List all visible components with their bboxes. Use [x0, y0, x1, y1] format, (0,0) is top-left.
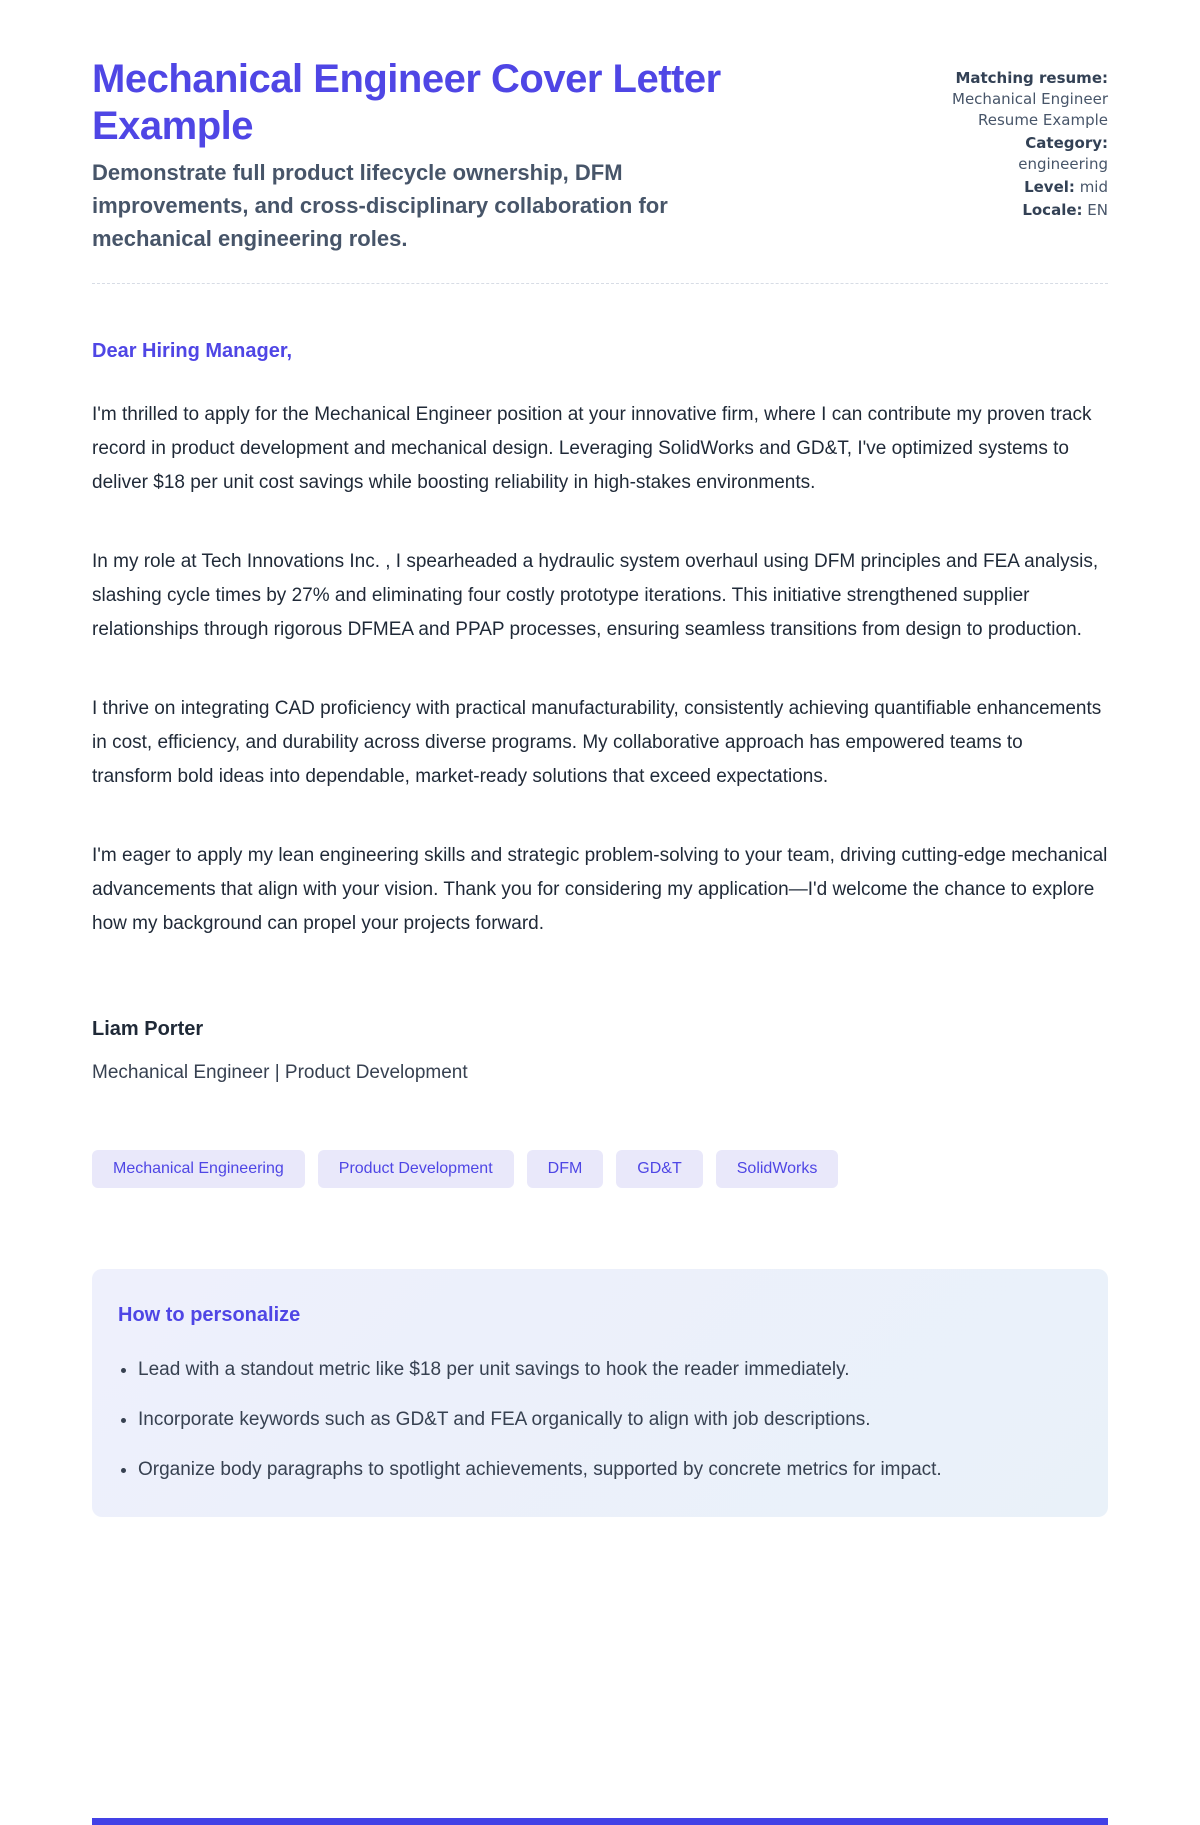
- letter-paragraph: In my role at Tech Innovations Inc. , I spearheaded a hydraulic system overhaul using DFM principles and FEA analysis, slashing cycle times by 27% and eliminating four costly prototype iterations. This initiative strengthened supplier relationships through rigorous DFMEA and PPAP processes, ensuring seamless transitions from design to production.: [92, 551, 1099, 640]
- meta-locale-value: EN: [1087, 201, 1108, 219]
- personalize-bullet: • Organize body paragraphs to spotlight achievements, supported by concrete metrics for impact.: [138, 1453, 1018, 1487]
- personalize-panel: [92, 1269, 1108, 1517]
- personalize-heading: How to personalize: [118, 1304, 301, 1326]
- personalize-bullet: • Incorporate keywords such as GD&T and FEA organically to align with job descriptions.: [138, 1403, 1018, 1437]
- signature-role: Mechanical Engineer | Product Development: [92, 1062, 468, 1083]
- signature-name: Liam Porter: [92, 1018, 204, 1040]
- tag-pill[interactable]: DFM: [527, 1150, 604, 1188]
- next-section-top-edge: [92, 1818, 1108, 1825]
- meta-category: [908, 133, 1108, 175]
- salutation: Dear Hiring Manager,: [92, 340, 293, 362]
- meta-category-label: Category:: [1025, 134, 1108, 152]
- personalize-bullet-list: [118, 1353, 1082, 1487]
- keyword-tags: [92, 1150, 1108, 1188]
- letter-paragraph: I'm eager to apply my lean engineering skills and strategic problem-solving to your team, driving cutting-edge mechanical advancements that align with your vision. Thank you for considering my application—I'd welcome the chance to explore how my background can propel your projects forward.: [92, 845, 1108, 934]
- letter-paragraphs: [92, 398, 1108, 941]
- tag-pill[interactable]: Mechanical Engineering: [92, 1150, 305, 1188]
- meta-category-value: engineering: [1018, 155, 1108, 173]
- meta-level-label: Level:: [1024, 178, 1075, 196]
- meta-level: [908, 177, 1108, 198]
- content-container: [92, 0, 1108, 1517]
- header-title-block: [92, 56, 782, 255]
- tag-pill[interactable]: Product Development: [318, 1150, 514, 1188]
- meta-matching-resume: [908, 68, 1108, 131]
- letter-paragraph: I thrive on integrating CAD proficiency with practical manufacturability, consistently achieving quantifiable enhancements in cost, efficiency, and durability across diverse programs. My collaborative approach has empowered teams to transform bold ideas into dependable, market-ready solutions that exceed expectations.: [92, 698, 1102, 787]
- page-subtitle: Demonstrate full product lifecycle ownership, DFM improvements, and cross-disciplinary collaboration for mechanical engineering roles.: [92, 160, 668, 251]
- letter-paragraph: I'm thrilled to apply for the Mechanical Engineer position at your innovative firm, where I can contribute my proven track record in product development and mechanical design. Leveraging SolidWorks and GD&T, I've optimized systems to deliver $18 per unit cost savings while boosting reliability in high-stakes environments.: [92, 404, 1092, 493]
- meta-matching-resume-value: Mechanical Engineer Resume Example: [952, 90, 1108, 129]
- meta-matching-resume-label: Matching resume:: [955, 69, 1108, 87]
- header: [92, 0, 1108, 255]
- header-divider: [92, 283, 1108, 284]
- page-title: Mechanical Engineer Cover Letter Example: [92, 57, 721, 148]
- personalize-bullet: • Lead with a standout metric like $18 per unit savings to hook the reader immediately.: [138, 1353, 1018, 1387]
- tag-pill[interactable]: SolidWorks: [716, 1150, 839, 1188]
- meta-panel: [908, 56, 1108, 221]
- meta-locale: [908, 200, 1108, 221]
- letter-body: [92, 338, 1108, 1084]
- meta-locale-label: Locale:: [1022, 201, 1083, 219]
- meta-level-value: mid: [1079, 178, 1108, 196]
- tag-pill[interactable]: GD&T: [616, 1150, 702, 1188]
